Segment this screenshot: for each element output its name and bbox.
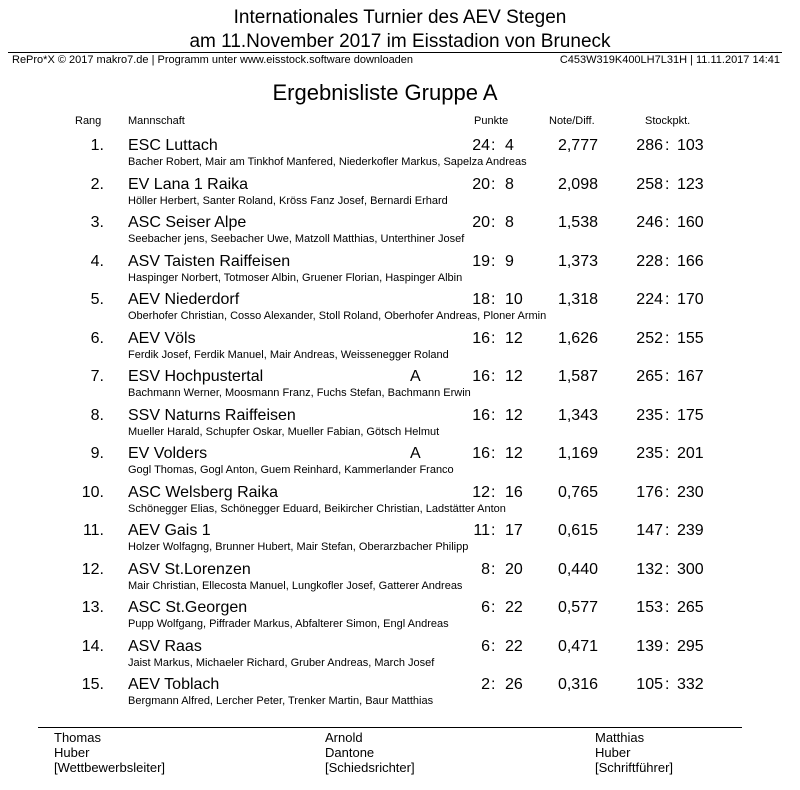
stockpunkte-separator: :	[665, 368, 670, 385]
points-for: 16	[472, 406, 490, 424]
points-against: 22	[505, 637, 523, 655]
team-players: Bacher Robert, Mair am Tinkhof Manfered, Niederkofler Markus, Sapelza Andreas	[128, 156, 527, 168]
team-name: AEV Niederdorf	[128, 291, 240, 308]
points-for: 8	[481, 560, 490, 578]
points-against: 12	[505, 329, 523, 347]
stockpunkte-for: 235	[636, 445, 663, 462]
points-separator: :	[491, 599, 496, 616]
result-rank: 7.	[90, 368, 104, 385]
points-against: 8	[505, 175, 514, 193]
points-for: 16	[472, 445, 490, 462]
result-row	[0, 329, 800, 367]
stockpunkte-against: 239	[677, 522, 704, 539]
points-for: 19	[472, 252, 490, 270]
page-heading: Ergebnisliste Gruppe A	[272, 80, 498, 105]
team-players: Höller Herbert, Santer Roland, Kröss Fanz Josef, Bernardi Erhard	[128, 194, 448, 207]
column-header-note: Note/Diff.	[549, 115, 595, 127]
stockpunkte-against: 166	[677, 252, 704, 270]
note-diff: 2,098	[557, 175, 598, 193]
result-row	[0, 367, 800, 405]
points-for: 11	[473, 522, 490, 539]
result-rank: 3.	[90, 214, 104, 231]
result-row	[0, 483, 800, 521]
signature-role: [Schriftführer]	[595, 760, 674, 775]
stockpunkte-separator: :	[665, 599, 670, 616]
signature-block-wettbewerbsleiter	[54, 730, 165, 775]
team-name: ESC Luttach	[128, 137, 218, 154]
stockpunkte-against: 265	[677, 599, 704, 616]
result-row	[0, 290, 800, 328]
points-against: 9	[505, 252, 514, 270]
team-name: ASV Taisten Raiffeisen	[128, 252, 291, 270]
team-players: Mair Christian, Ellecosta Manuel, Lungkofler Josef, Gatterer Andreas	[128, 579, 463, 592]
points-for: 6	[481, 599, 490, 616]
points-for: 16	[472, 329, 490, 347]
points-against: 12	[505, 445, 523, 462]
stockpunkte-for: 224	[636, 291, 663, 308]
points-separator: :	[491, 175, 496, 193]
team-players: Jaist Markus, Michaeler Richard, Gruber Andreas, March Josef	[128, 656, 435, 669]
column-header-stockpunkte: Stockpkt.	[645, 115, 691, 127]
team-players: Seebacher jens, Seebacher Uwe, Matzoll Matthias, Unterthiner Josef	[128, 233, 465, 245]
points-against: 22	[505, 599, 523, 616]
points-for: 20	[472, 175, 490, 193]
stockpunkte-for: 105	[636, 676, 663, 693]
team-players: Oberhofer Christian, Cosso Alexander, Stoll Roland, Oberhofer Andreas, Ploner Armin	[128, 310, 547, 322]
result-row	[0, 252, 800, 290]
team-name: AEV Völs	[128, 329, 196, 347]
stockpunkte-for: 246	[636, 214, 663, 231]
stockpunkte-for: 228	[636, 252, 663, 270]
stockpunkte-for: 265	[636, 368, 663, 385]
stockpunkte-separator: :	[665, 445, 670, 462]
note-diff: 0,615	[557, 522, 598, 539]
stockpunkte-for: 252	[636, 329, 663, 347]
signature-first-name: Arnold	[325, 730, 363, 745]
column-header-mannschaft: Mannschaft	[128, 115, 185, 127]
team-players: Ferdik Josef, Ferdik Manuel, Mair Andreas, Weissenegger Roland	[128, 348, 449, 361]
points-separator: :	[491, 445, 496, 462]
column-header-rang: Rang	[75, 115, 102, 127]
points-separator: :	[491, 137, 496, 154]
stockpunkte-separator: :	[665, 676, 670, 693]
result-row	[0, 521, 800, 559]
team-name: ASV St.Lorenzen	[128, 560, 251, 578]
team-players: Bachmann Werner, Moosmann Franz, Fuchs Stefan, Bachmann Erwin	[128, 387, 471, 399]
points-separator: :	[491, 214, 496, 231]
stockpunkte-against: 155	[677, 329, 704, 347]
note-diff: 1,626	[557, 329, 598, 347]
note-diff: 0,577	[557, 599, 598, 616]
note-diff: 2,777	[557, 137, 598, 154]
stockpunkte-against: 295	[677, 637, 704, 655]
stockpunkte-for: 153	[636, 599, 663, 616]
stockpunkte-for: 139	[636, 637, 663, 655]
points-for: 24	[472, 137, 490, 154]
note-diff: 1,343	[557, 406, 598, 424]
note-diff: 1,373	[557, 252, 598, 270]
stockpunkte-for: 176	[636, 483, 663, 501]
result-rank: 5.	[90, 291, 104, 308]
result-rank: 11.	[82, 522, 104, 539]
points-against: 10	[505, 291, 523, 308]
stockpunkte-against: 170	[677, 291, 704, 308]
stockpunkte-against: 300	[677, 560, 704, 578]
points-separator: :	[491, 522, 496, 539]
points-against: 8	[505, 214, 514, 231]
software-credit: RePro*X © 2017 makro7.de | Programm unter www.eisstock.software downloaden	[12, 54, 414, 66]
result-rank: 13.	[81, 599, 104, 616]
result-rank: 9.	[90, 445, 104, 462]
result-row	[0, 637, 800, 675]
note-diff: 1,538	[557, 214, 598, 231]
team-name: SSV Naturns Raiffeisen	[128, 406, 296, 424]
signature-last-name: Huber	[54, 745, 90, 760]
team-name: ASC Welsberg Raika	[128, 483, 278, 501]
team-players: Gogl Thomas, Gogl Anton, Guem Reinhard, Kammerlander Franco	[128, 464, 454, 476]
points-against: 4	[505, 137, 514, 154]
note-diff: 1,318	[557, 291, 598, 308]
result-rank: 6.	[90, 329, 104, 347]
team-players: Haspinger Norbert, Totmoser Albin, Gruener Florian, Haspinger Albin	[128, 271, 463, 284]
signature-first-name: Matthias	[595, 730, 645, 745]
points-separator: :	[491, 291, 496, 308]
stockpunkte-against: 123	[677, 175, 704, 193]
note-diff: 0,471	[557, 637, 598, 655]
title-line-2: am 11.November 2017 im Eisstadion von Bruneck	[189, 31, 611, 52]
stockpunkte-for: 235	[636, 406, 663, 424]
signature-role: [Wettbewerbsleiter]	[54, 760, 166, 775]
stockpunkte-against: 201	[677, 445, 704, 462]
result-rank: 1.	[90, 137, 104, 154]
points-separator: :	[491, 637, 496, 655]
signature-last-name: Dantone	[325, 745, 375, 760]
points-separator: :	[491, 329, 496, 347]
team-name: EV Volders	[128, 445, 208, 462]
team-players: Holzer Wolfagng, Brunner Hubert, Mair Stefan, Oberarzbacher Philipp	[128, 541, 469, 553]
title-line-1: Internationales Turnier des AEV Stegen	[233, 7, 567, 28]
points-against: 12	[505, 368, 523, 385]
team-players: Pupp Wolfgang, Piffrader Markus, Abfalterer Simon, Engl Andreas	[128, 618, 449, 630]
points-separator: :	[491, 406, 496, 424]
points-against: 20	[505, 560, 523, 578]
team-name: ASV Raas	[128, 637, 202, 655]
stockpunkte-against: 103	[677, 137, 704, 154]
result-row	[0, 675, 800, 713]
result-rank: 14.	[81, 637, 104, 655]
points-for: 6	[481, 637, 490, 655]
points-separator: :	[491, 252, 496, 270]
stockpunkte-separator: :	[665, 329, 670, 347]
stockpunkte-separator: :	[665, 406, 670, 424]
points-against: 17	[505, 522, 523, 539]
stockpunkte-separator: :	[665, 252, 670, 270]
note-diff: 1,587	[557, 368, 598, 385]
result-rank: 10.	[81, 483, 104, 501]
team-name: AEV Toblach	[128, 676, 220, 693]
note-diff: 0,316	[557, 676, 598, 693]
team-players: Mueller Harald, Schupfer Oskar, Mueller Fabian, Götsch Helmut	[128, 425, 440, 438]
points-separator: :	[491, 483, 496, 501]
result-row	[0, 213, 800, 251]
stockpunkte-for: 132	[636, 560, 663, 578]
points-for: 20	[472, 214, 490, 231]
signature-role: [Schiedsrichter]	[325, 760, 415, 775]
signature-first-name: Thomas	[54, 730, 101, 745]
column-header-punkte: Punkte	[474, 115, 509, 127]
result-rank: 15.	[81, 676, 104, 693]
signature-block-schriftfuehrer	[595, 730, 673, 775]
note-diff: 0,440	[557, 560, 598, 578]
header-divider	[8, 52, 782, 53]
result-row	[0, 175, 800, 213]
stockpunkte-separator: :	[665, 560, 670, 578]
result-row	[0, 598, 800, 636]
team-name: ASC Seiser Alpe	[128, 214, 247, 231]
points-separator: :	[491, 560, 496, 578]
team-players: Schönegger Elias, Schönegger Eduard, Beikircher Christian, Ladstätter Anton	[128, 502, 506, 515]
stockpunkte-separator: :	[665, 483, 670, 501]
result-rank: 2.	[90, 175, 104, 193]
stockpunkte-against: 160	[677, 214, 704, 231]
points-for: 18	[472, 291, 490, 308]
stockpunkte-separator: :	[665, 175, 670, 193]
result-rank: 12.	[81, 560, 104, 578]
stockpunkte-separator: :	[665, 137, 670, 154]
signature-block-schiedsrichter	[325, 730, 415, 775]
stockpunkte-for: 147	[636, 522, 663, 539]
result-rank: 4.	[90, 252, 104, 270]
points-against: 16	[505, 483, 523, 501]
result-row	[0, 560, 800, 598]
team-flag: A	[410, 368, 421, 385]
team-flag: A	[410, 445, 421, 462]
team-name: ESV Hochpustertal	[128, 368, 264, 385]
result-row	[0, 136, 800, 174]
stockpunkte-separator: :	[665, 637, 670, 655]
result-row	[0, 444, 800, 482]
team-name: AEV Gais 1	[128, 522, 211, 539]
points-for: 16	[472, 368, 490, 385]
stockpunkte-for: 286	[636, 137, 663, 154]
team-name: ASC St.Georgen	[128, 599, 248, 616]
note-diff: 1,169	[557, 445, 598, 462]
stockpunkte-separator: :	[665, 522, 670, 539]
stockpunkte-against: 167	[677, 368, 704, 385]
points-separator: :	[491, 676, 496, 693]
team-players: Bergmann Alfred, Lercher Peter, Trenker Martin, Baur Matthias	[128, 695, 434, 707]
result-rank: 8.	[90, 406, 104, 424]
stockpunkte-against: 332	[677, 676, 704, 693]
signature-last-name: Huber	[595, 745, 631, 760]
points-against: 26	[505, 676, 523, 693]
stockpunkte-separator: :	[665, 214, 670, 231]
report-code-timestamp: C453W319K400LH7L31H | 11.11.2017 14:41	[559, 54, 780, 66]
note-diff: 0,765	[557, 483, 598, 501]
stockpunkte-for: 258	[636, 175, 663, 193]
points-against: 12	[505, 406, 523, 424]
signature-divider	[38, 727, 742, 728]
points-for: 12	[472, 483, 490, 501]
points-separator: :	[491, 368, 496, 385]
result-row	[0, 406, 800, 444]
stockpunkte-separator: :	[665, 291, 670, 308]
team-name: EV Lana 1 Raika	[128, 175, 249, 193]
points-for: 2	[481, 676, 490, 693]
stockpunkte-against: 175	[677, 406, 704, 424]
stockpunkte-against: 230	[677, 483, 704, 501]
